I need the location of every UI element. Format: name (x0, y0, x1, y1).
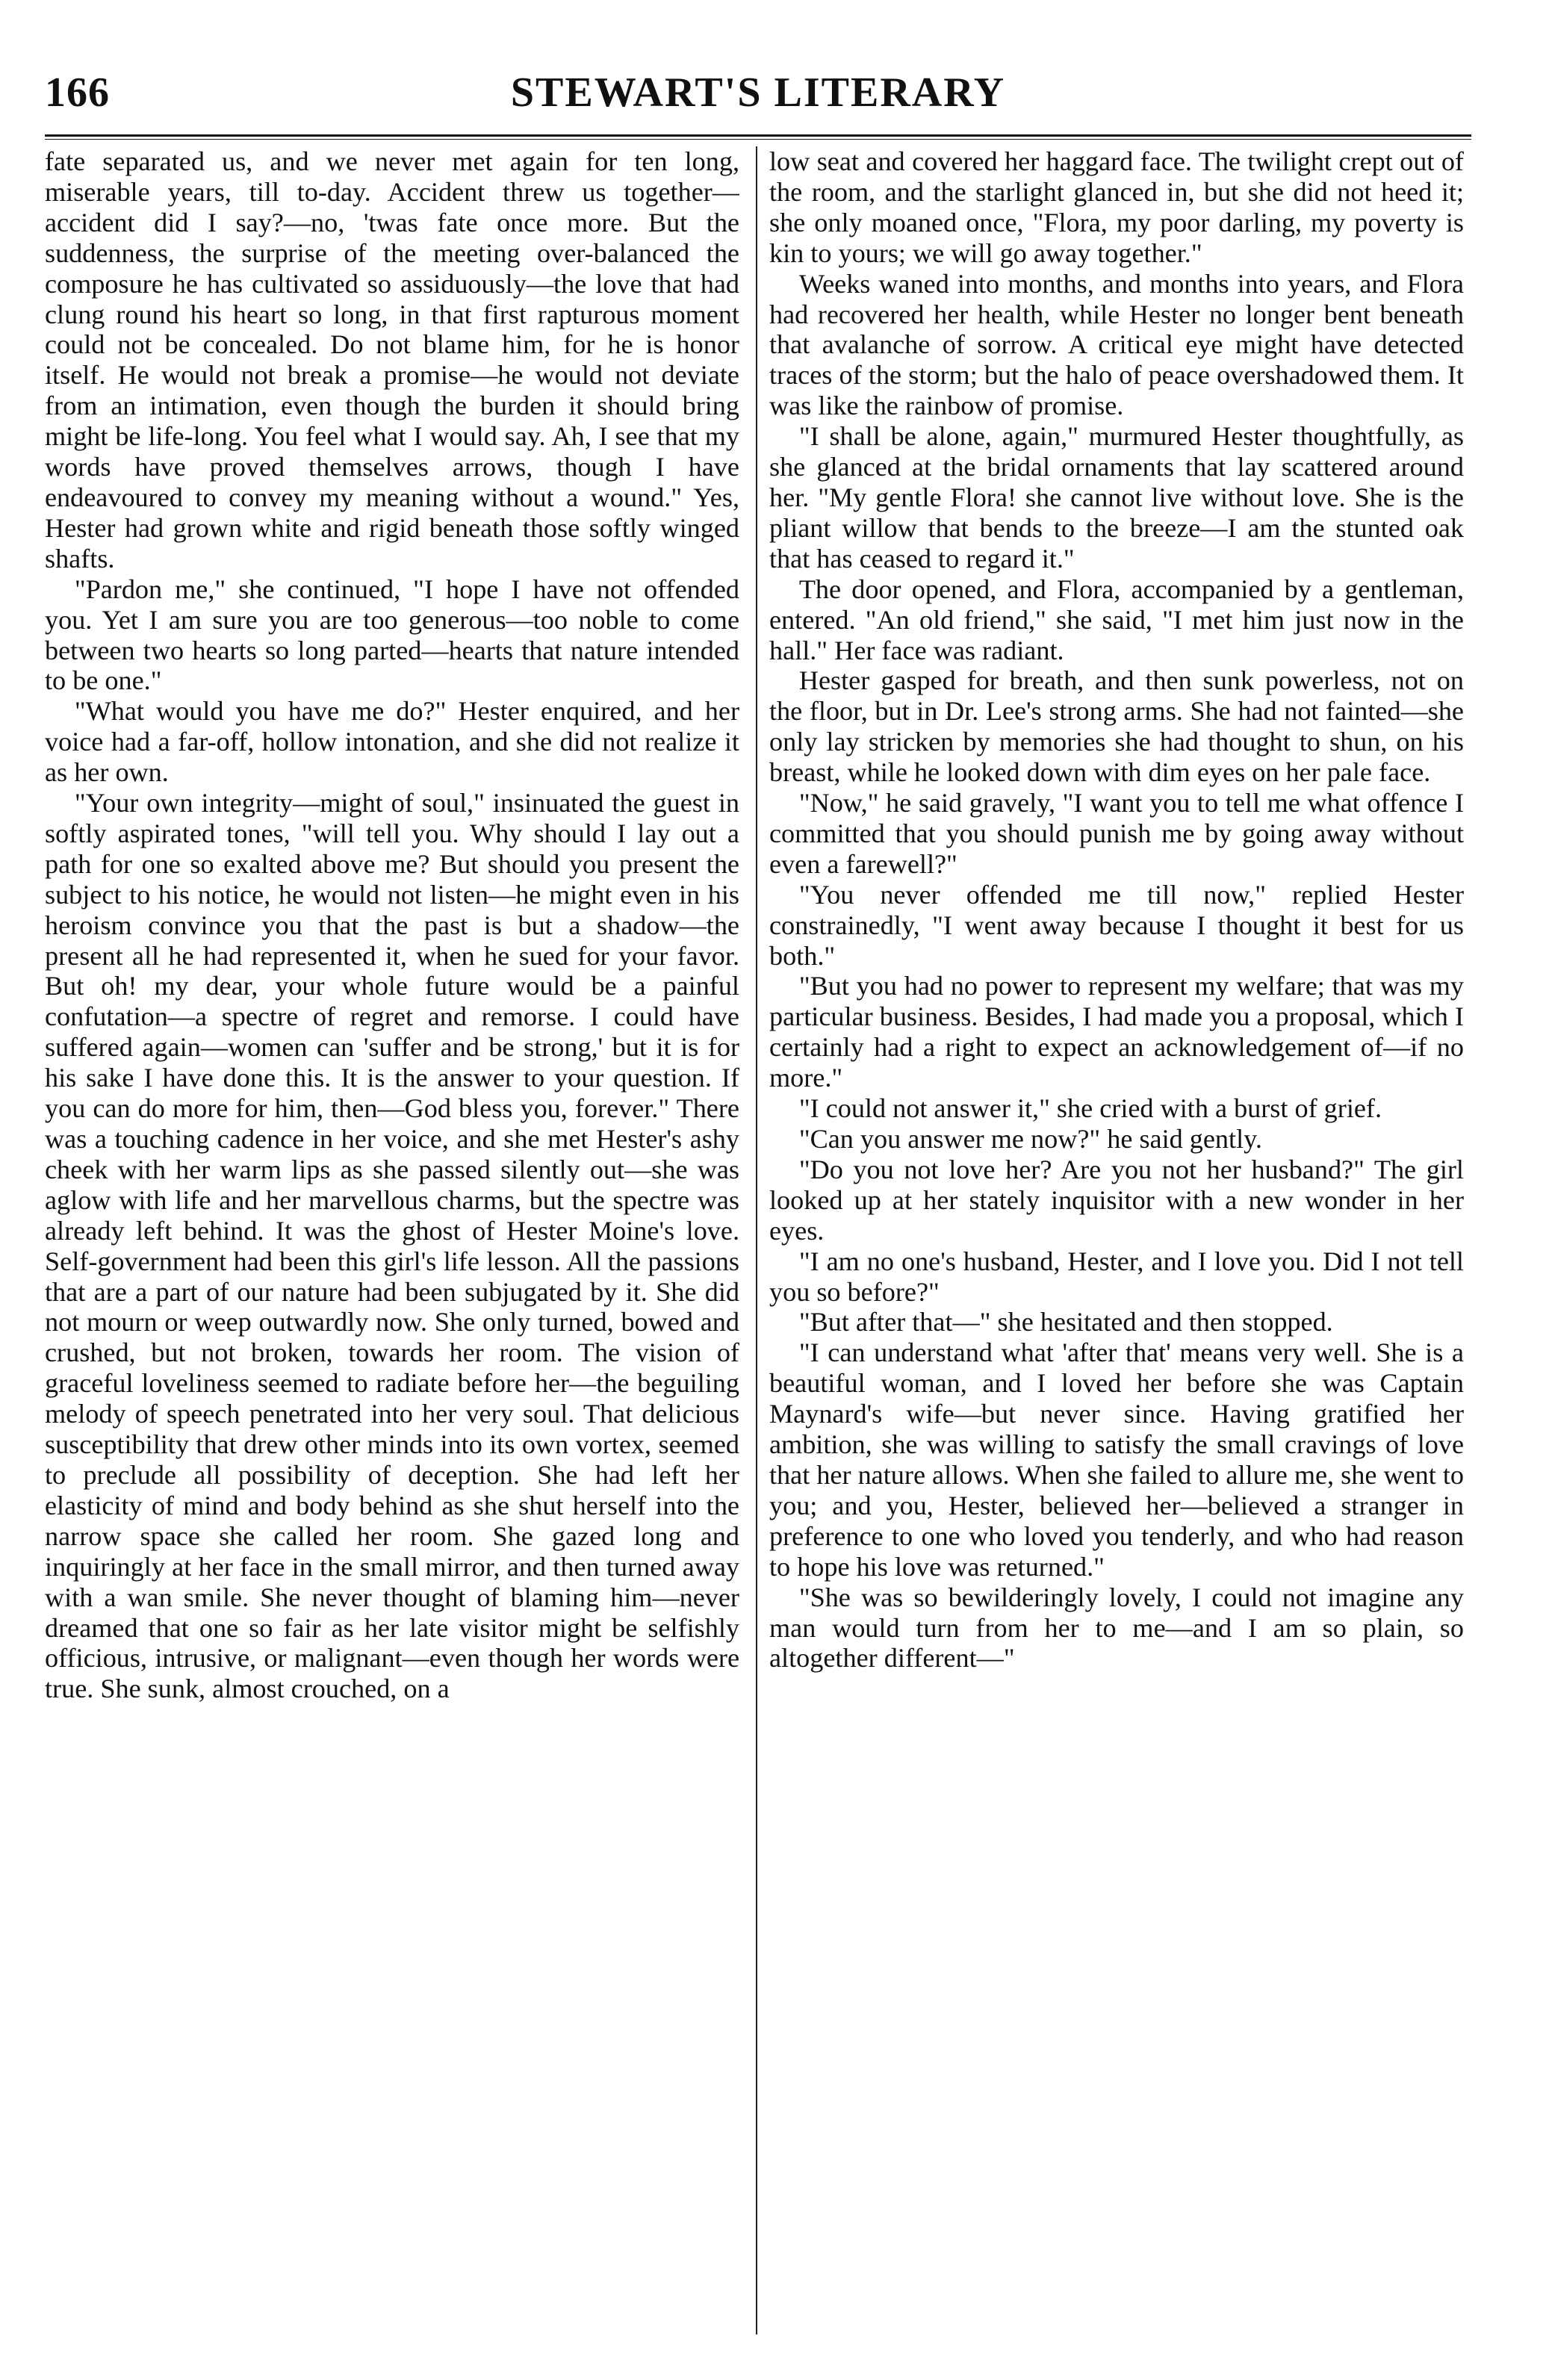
right-column (769, 146, 1464, 2334)
paragraph: "Now," he said gravely, "I want you to tell me what offence I committed that you should punish me by going away without even a farewell?" (769, 788, 1464, 879)
paragraph: "You never offended me till now," replied Hester constrainedly, "I went away because I thought it best for us both." (769, 879, 1464, 971)
page-number: 166 (45, 69, 110, 116)
paragraph: The door opened, and Flora, accompanied by a gentleman, entered. "An old friend," she said, "I met him just now in the hall." Her face was radiant. (769, 574, 1464, 665)
paragraph: "She was so bewilderingly lovely, I could not imagine any man would turn from her to me—and I am so plain, so altogether different—" (769, 1582, 1464, 1674)
paragraph: "Can you answer me now?" he said gently. (798, 1124, 1262, 1154)
header-rule-thin (45, 139, 1471, 140)
paragraph: fate separated us, and we never met again for ten long, miserable years, till to-day. Accident threw us together—accident did I say?—no, 'twas fate once more. But the suddenness, the surprise of the meeting over-balanced the composure he has cultivated so assiduously—the love that had clung round his heart so long, in that first rapturous moment could not be concealed. Do not blame him, for he is honor itself. He would not break a promise—he would not deviate from an intimation, even though the burden it should bring might be life-long. You feel what I would say. Ah, I see that my words have proved themselves arrows, though I have endeavoured to convey my meaning without a wound." Yes, Hester had grown white and rigid beneath those softly winged shafts. (45, 146, 739, 574)
left-column (45, 146, 739, 2334)
paragraph: low seat and covered her haggard face. The twilight crept out of the room, and the starlight glanced in, but she did not heed it; she only moaned once, "Flora, my poor darling, my poverty is kin to yours; we will go away together." (769, 146, 1464, 268)
paragraph: "But you had no power to represent my welfare; that was my particular business. Besides, I had made you a proposal, which I certainly had a right to expect an acknowledgement of—if no more." (769, 971, 1464, 1093)
paragraph: "Do you not love her? Are you not her husband?" The girl looked up at her stately inquisitor with a new wonder in her eyes. (769, 1154, 1464, 1246)
column-divider (756, 146, 757, 2334)
paragraph: "I could not answer it," she cried with a burst of grief. (798, 1093, 1382, 1124)
paragraph: "What would you have me do?" Hester enquired, and her voice had a far-off, hollow intonation, and she did not realize it as her own. (45, 696, 739, 788)
page-header (45, 69, 1471, 128)
paragraph: "Pardon me," she continued, "I hope I have not offended you. Yet I am sure you are too generous—too noble to come between two hearts so long parted—hearts that nature intended to be one." (45, 574, 739, 696)
paragraph: "But after that—" she hesitated and then stopped. (798, 1307, 1333, 1337)
paragraph: "I shall be alone, again," murmured Hester thoughtfully, as she glanced at the bridal ornaments that lay scattered around her. "My gentle Flora! she cannot live without love. She is the pliant willow that bends to the breeze—I am the stunted oak that has ceased to regard it." (769, 421, 1464, 574)
paragraph: "Your own integrity—might of soul," insinuated the guest in softly aspirated tones, "will tell you. Why should I lay out a path for one so exalted above me? But should you present the subject to his notice, he would not listen—he might even in his heroism convince you that the past is but a shadow—the present all he had represented it, when he sued for your favor. But oh! my dear, your whole future would be a painful confutation—a spectre of regret and remorse. I could have suffered again—women can 'suffer and be strong,' but it is for his sake I have done this. It is the answer to your question. If you can do more for him, then—God bless you, forever." There was a touching cadence in her voice, and she met Hester's ashy cheek with her warm lips as she passed silently out—she was aglow with life and her marvellous charms, but the spectre was already left behind. It was the ghost of Hester Moine's love. Self-government had been this girl's life lesson. All the passions that are a part of our nature had been subjugated by it. She did not mourn or weep outwardly now. She only turned, bowed and crushed, but not broken, towards her room. The vision of graceful loveliness seemed to radiate before her—the beguiling melody of speech penetrated into her very soul. That delicious susceptibility that drew other minds into its own vortex, seemed to preclude all possibility of deception. She had left her elasticity of mind and body behind as she shut herself into the narrow space she called her room. She gazed long and inquiringly at her face in the small mirror, and then turned away with a wan smile. She never thought of blaming him—never dreamed that one so fair as her late visitor might be selfishly officious, intrusive, or malignant—even though her words were true. She sunk, almost crouched, on a (45, 788, 739, 1704)
paragraph: "I can understand what 'after that' means very well. She is a beautiful woman, and I loved her before she was Captain Maynard's wife—but never since. Having gratified her ambition, she was willing to satisfy the small cravings of love that her nature allows. When she failed to allure me, she went to you; and you, Hester, believed her—believed a stranger in preference to one who loved you tenderly, and who had reason to hope his love was returned." (769, 1337, 1464, 1582)
paragraph: Weeks waned into months, and months into years, and Flora had recovered her health, while Hester no longer bent beneath that avalanche of sorrow. A critical eye might have detected traces of the storm; but the halo of peace overshadowed them. It was like the rainbow of promise. (769, 268, 1464, 421)
paragraph: Hester gasped for breath, and then sunk powerless, not on the floor, but in Dr. Lee's strong arms. She had not fainted—she only lay stricken by memories she had thought to shun, on his breast, while he looked down with dim eyes on her pale face. (769, 665, 1464, 788)
running-title: STEWART'S LITERARY (510, 69, 1006, 116)
paragraph: "I am no one's husband, Hester, and I love you. Did I not tell you so before?" (769, 1246, 1464, 1307)
header-rule (45, 134, 1471, 137)
